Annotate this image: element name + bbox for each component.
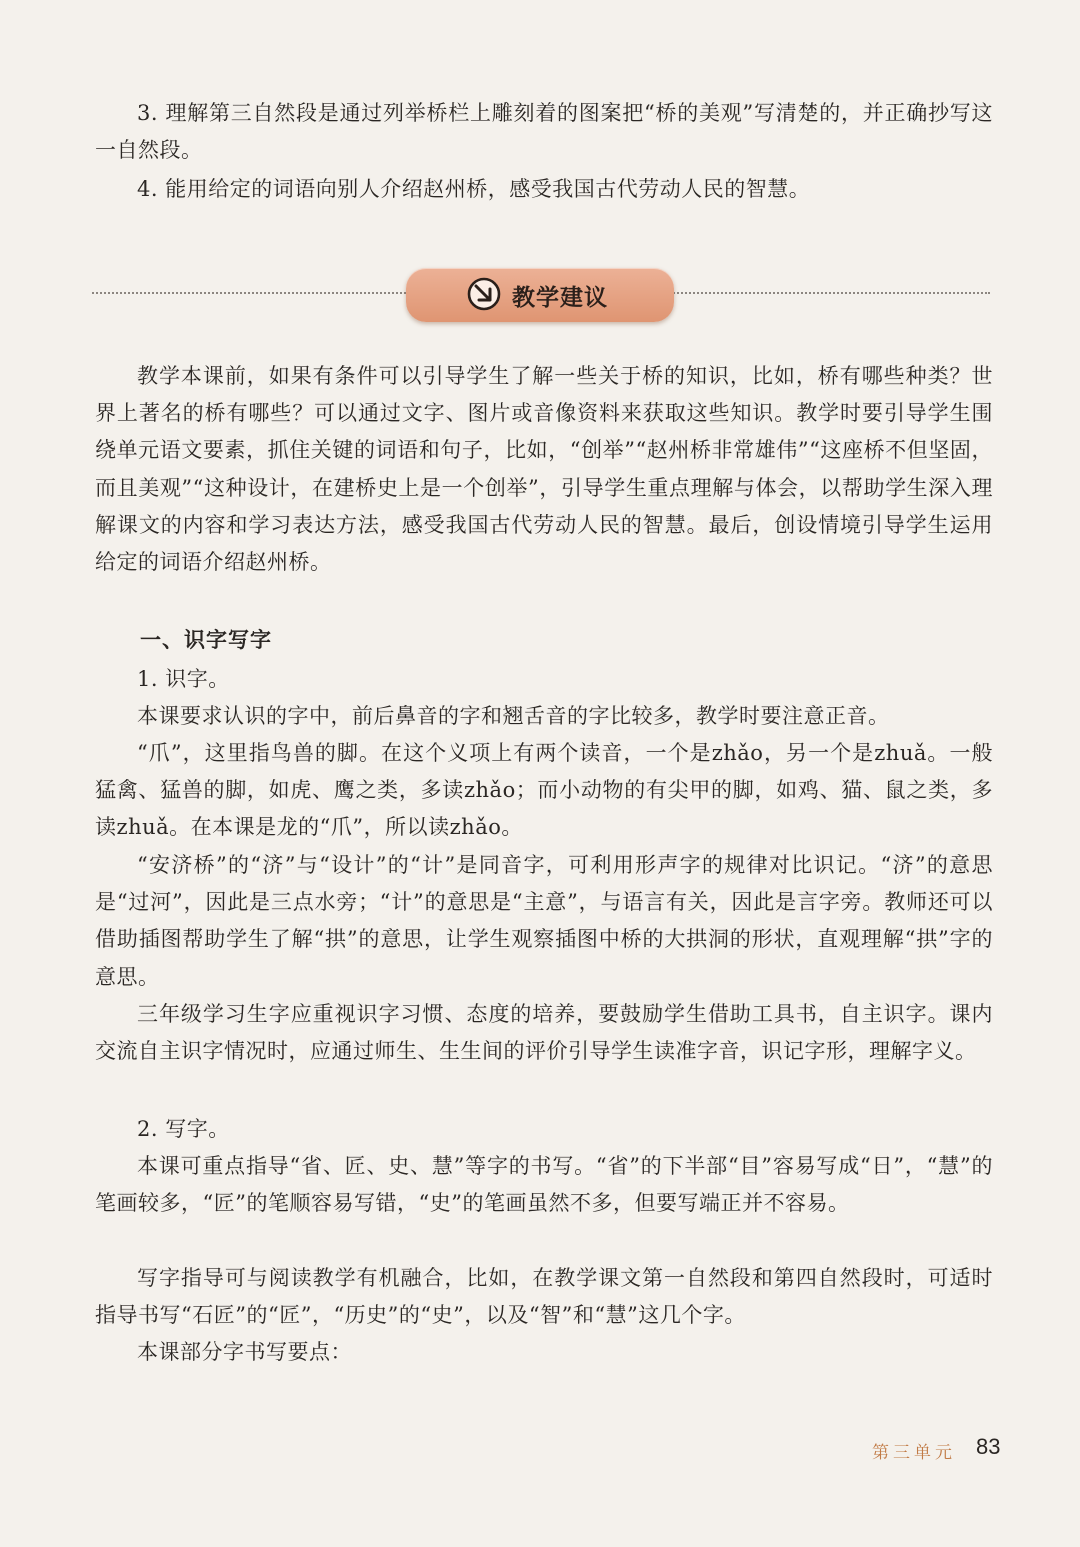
- intro-paragraph: 教学本课前，如果有条件可以引导学生了解一些关于桥的知识，比如，桥有哪些种类？世界上著名的桥有哪些？可以通过文字、图片或音像资料来获取这些知识。教学时要引导学生围绕单元语文要素，抓住关键的词语和句子，比如，“创举”“赵州桥非常雄伟”“这座桥不但坚固，而且美观”“这种设计，在建桥史上是一个创举”，引导学生重点理解与体会，以帮助学生深入理解课文的内容和学习表达方法，感受我国古代劳动人民的智慧。最后，创设情境引导学生运用给定的词语介绍赵州桥。: [95, 364, 993, 575]
- subheading-writing: 2. 写字。: [137, 1117, 230, 1141]
- objective-item-4: 4. 能用给定的词语向别人介绍赵州桥，感受我国古代劳动人民的智慧。: [137, 177, 811, 201]
- writing-paragraph-1: 本课可重点指导“省、匠、史、慧”等字的书写。“省”的下半部“目”容易写成“日”，“慧”的笔画较多，“匠”的笔顺容易写错，“史”的笔画虽然不多，但要写端正并不容易。: [95, 1154, 993, 1216]
- down-right-arrow-circle-icon: [466, 276, 502, 312]
- banner-title: 教学建议: [512, 285, 608, 311]
- literacy-paragraph-1: 本课要求认识的字中，前后鼻音的字和翘舌音的字比较多，教学时要注意正音。: [137, 704, 890, 728]
- literacy-paragraph-2: “爪”，这里指鸟兽的脚。在这个义项上有两个读音，一个是zhǎo，另一个是zhuǎ。一般猛禽、猛兽的脚，如虎、鹰之类，多读zhǎo；而小动物的有尖甲的脚，如鸡、猫、鼠之类，多读zhuǎ。在本课是龙的“爪”，所以读zhǎo。: [95, 741, 993, 840]
- objective-item-3: 3. 理解第三自然段是通过列举桥栏上雕刻着的图案把“桥的美观”写清楚的，并正确抄写这一自然段。: [95, 101, 993, 163]
- section-banner: [406, 268, 674, 322]
- literacy-paragraph-3: “安济桥”的“济”与“设计”的“计”是同音字，可利用形声字的规律对比识记。“济”的意思是“过河”，因此是三点水旁；“计”的意思是“主意”，与语言有关，因此是言字旁。教师还可以借助插图帮助学生了解“拱”的意思，让学生观察插图中桥的大拱洞的形状，直观理解“拱”字的意思。: [95, 853, 993, 989]
- section-heading: 一、识字写字: [140, 628, 272, 652]
- footer-unit-label: 第三单元: [872, 1443, 956, 1463]
- writing-paragraph-3: 本课部分字书写要点：: [137, 1340, 352, 1364]
- banner-divider-left: [92, 292, 410, 294]
- writing-paragraph-2: 写字指导可与阅读教学有机融合，比如，在教学课文第一自然段和第四自然段时，可适时指导书写“石匠”的“匠”，“历史”的“史”，以及“智”和“慧”这几个字。: [95, 1266, 993, 1328]
- literacy-paragraph-4: 三年级学习生字应重视识字习惯、态度的培养，要鼓励学生借助工具书，自主识字。课内交流自主识字情况时，应通过师生、生生间的评价引导学生读准字音，识记字形，理解字义。: [95, 1002, 993, 1064]
- banner-divider-right: [670, 292, 990, 294]
- page-number: 83: [976, 1434, 1001, 1459]
- subheading-literacy: 1. 识字。: [137, 667, 230, 691]
